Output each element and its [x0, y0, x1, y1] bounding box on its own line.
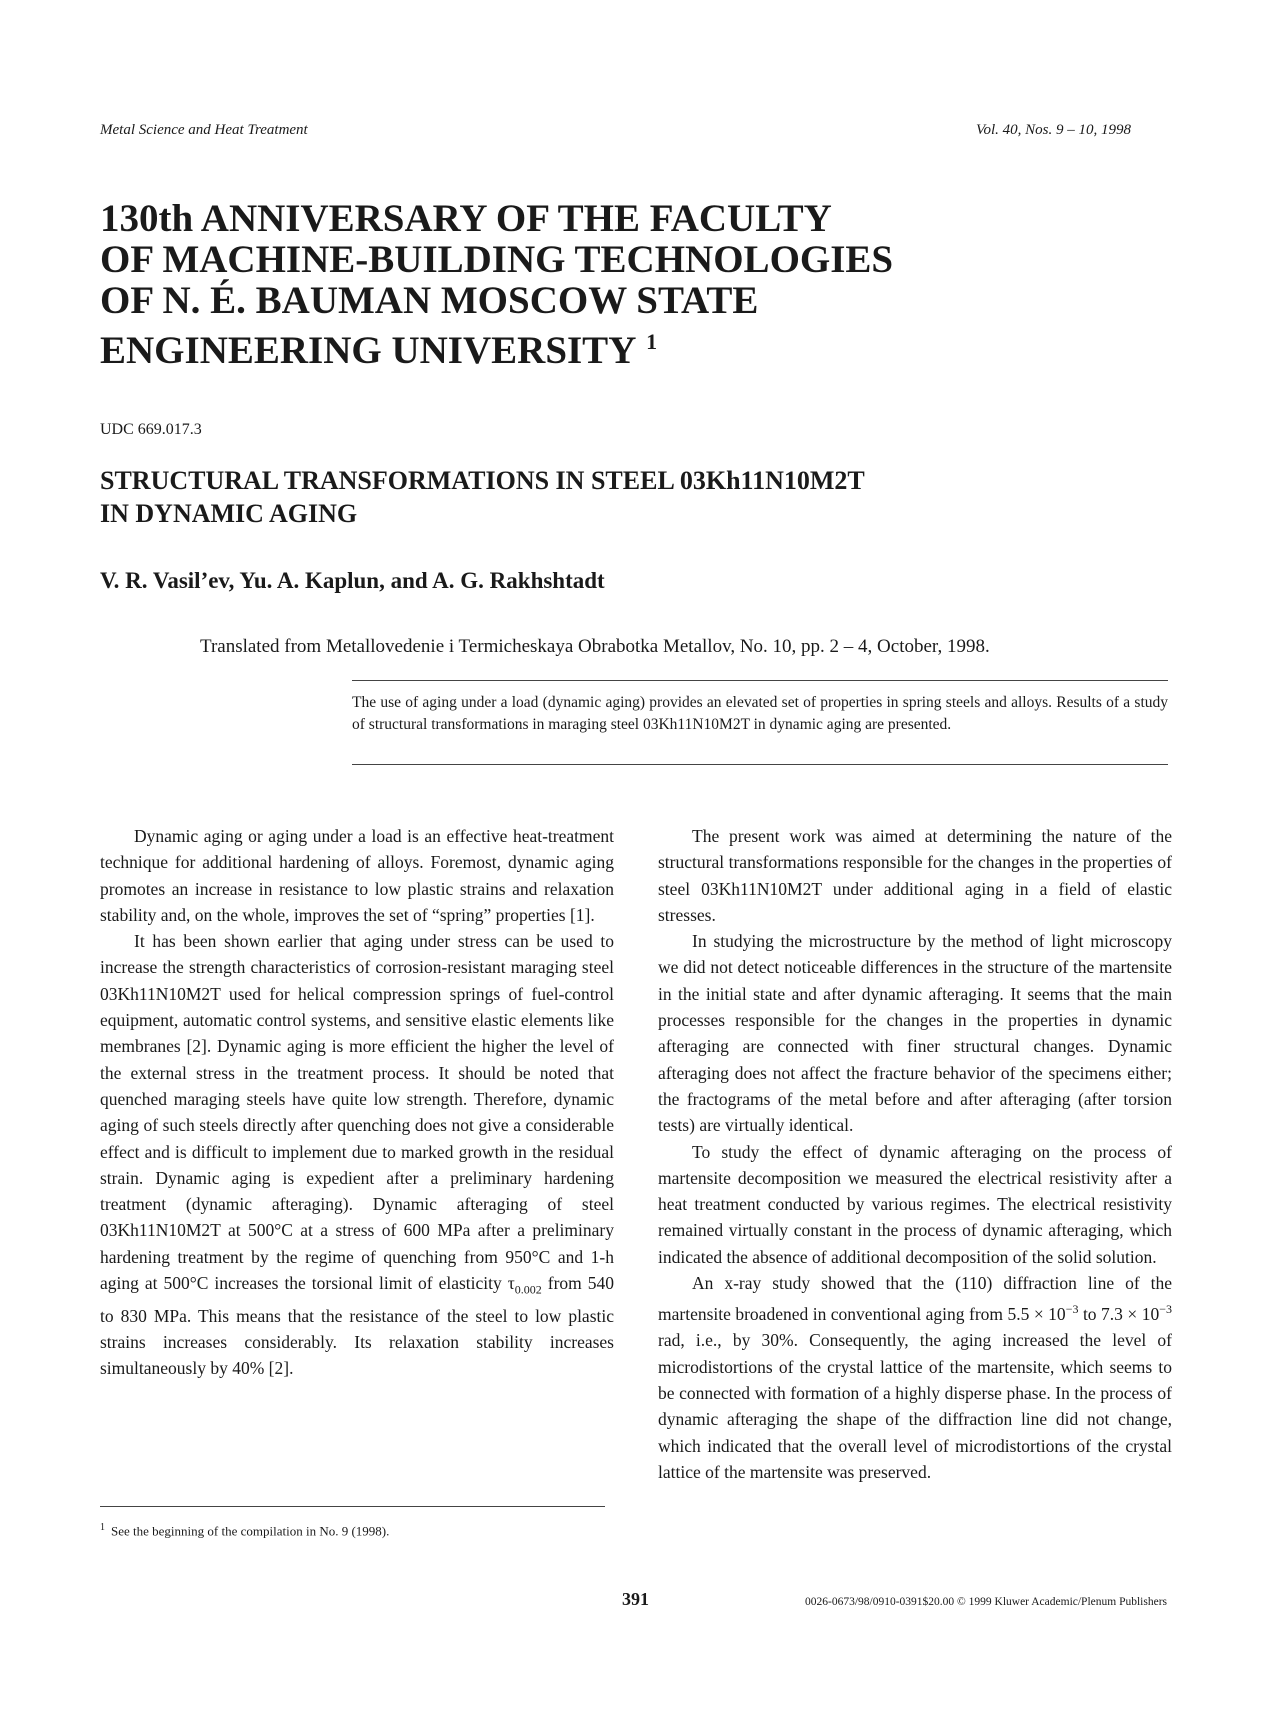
article-title — [100, 464, 1100, 530]
superscript: −3 — [1065, 1302, 1079, 1317]
paragraph: Dynamic aging or aging under a load is an effective heat-treatment technique for additional hardening of alloys. Foremost, dynamic aging promotes an increase in resistance to low plastic strains and relaxation stability and, on the whole, improves the set of “spring” properties [1]. — [100, 826, 614, 925]
copyright-line: 0026-0673/98/0910-0391$20.00 © 1999 Kluwer Academic/Plenum Publishers — [804, 1596, 1167, 1608]
footnote-marker: 1 — [100, 1522, 105, 1533]
article-title-line: IN DYNAMIC AGING — [100, 499, 358, 528]
footnote-rule — [100, 1506, 605, 1507]
subscript: 0.002 — [514, 1282, 542, 1297]
series-title-line: OF MACHINE-BUILDING TECHNOLOGIES — [100, 238, 894, 281]
volume-info: Vol. 40, Nos. 9 – 10, 1998 — [975, 122, 1131, 138]
paragraph-text: rad, i.e., by 30%. Consequently, the aging increased the level of microdistortions of the crystal lattice of the martensite, which seems to be connected with formation of a highly disperse phase. In the process of dynamic afteraging the shape of the diffraction line did not change, which indicated that the overall level of microdistortions of the crystal lattice of the martensite was preserved. — [658, 1330, 1172, 1482]
authors: V. R. Vasil’ev, Yu. A. Kaplun, and A. G. Rakhshtadt — [100, 568, 605, 593]
paragraph-text: from 540 to 830 MPa. This means that the resistance of the steel to low plastic strains increases considerably. Its relaxation stability increases simultaneously by 40% [2]. — [100, 1273, 614, 1379]
paragraph-text: It has been shown earlier that aging under stress can be used to increase the strength characteristics of corrosion-resistant maraging steel 03Kh11N10M2T used for helical compression springs of fuel-control equipment, automatic control systems, and sensitive elastic elements like membranes [2]. Dynamic aging is more efficient the higher the level of the external stress in the treatment process. It should be noted that quenched maraging steels have quite low strength. Therefore, dynamic aging of such steels directly after quenching does not give a considerable effect and is difficult to implement due to marked growth in the residual strain. Dynamic aging is expedient after a preliminary hardening treatment (dynamic afteraging). Dynamic afteraging of steel 03Kh11N10M2T at 500°C at a stress of 600 MPa after a preliminary hardening treatment by the regime of quenching from 950°C and 1-h aging at 500°C increases the torsional limit of elasticity — [100, 931, 614, 1294]
paragraph: In studying the microstructure by the method of light microscopy we did not detect noticeable differences in the structure of the martensite in the initial state and after dynamic afteraging. It seems that the main processes responsible for the changes in the properties in dynamic afteraging are connected with finer structural changes. Dynamic afteraging does not affect the fracture behavior of the specimens either; the fractograms of the metal before and after afteraging (after torsion tests) are virtually identical. — [658, 931, 1172, 1136]
series-title-line: 130th ANNIVERSARY OF THE FACULTY — [100, 197, 832, 240]
paragraph: To study the effect of dynamic afteraging on the process of martensite decomposition we measured the electrical resistivity after a heat treatment conducted by various regimes. The electrical resistivity remained virtually constant in the process of dynamic afteraging, which indicated the absence of additional decomposition of the solid solution. — [658, 1141, 1172, 1267]
abstract: The use of aging under a load (dynamic aging) provides an elevated set of properties in spring steels and alloys. Results of a study of structural transformations in maraging steel 03Kh11N10M2T in dynamic aging are presented. — [352, 694, 1168, 733]
series-title-line: OF N. É. BAUMAN MOSCOW STATE — [100, 279, 759, 322]
page-number: 391 — [622, 1589, 649, 1609]
tau-symbol: τ — [507, 1273, 515, 1294]
abstract-bottom-rule — [352, 764, 1168, 765]
footnote — [100, 1522, 389, 1539]
paragraph: The present work was aimed at determining the nature of the structural transformations responsible for the changes in the properties of steel 03Kh11N10M2T under additional aging in a field of elastic stresses. — [658, 826, 1172, 925]
left-column — [100, 823, 614, 1382]
footnote-marker: 1 — [646, 329, 658, 354]
right-column — [658, 823, 1172, 1485]
journal-name: Metal Science and Heat Treatment — [100, 122, 308, 138]
paragraph — [100, 928, 614, 1382]
series-title-line — [100, 321, 1000, 371]
paragraph-text: An x-ray study showed that the (110) diffraction line of the martensite broadened in conventional aging from 5.5 × 10 — [658, 1273, 1172, 1325]
translation-note: Translated from Metallovedenie i Termicheskaya Obrabotka Metallov, No. 10, pp. 2 – 4, October, 1998. — [200, 636, 990, 657]
article-title-line: STRUCTURAL TRANSFORMATIONS IN STEEL 03Kh11N10M2T — [100, 466, 865, 495]
series-title — [100, 198, 1000, 371]
paragraph-text: to 7.3 × 10 — [1078, 1304, 1160, 1325]
paragraph — [658, 1270, 1172, 1485]
udc-code: UDC 669.017.3 — [100, 421, 202, 438]
abstract-top-rule — [352, 680, 1168, 681]
footnote-text: See the beginning of the compilation in No. 9 (1998). — [111, 1523, 390, 1539]
superscript: −3 — [1159, 1302, 1172, 1317]
series-title-text: ENGINEERING UNIVERSITY — [100, 329, 637, 372]
